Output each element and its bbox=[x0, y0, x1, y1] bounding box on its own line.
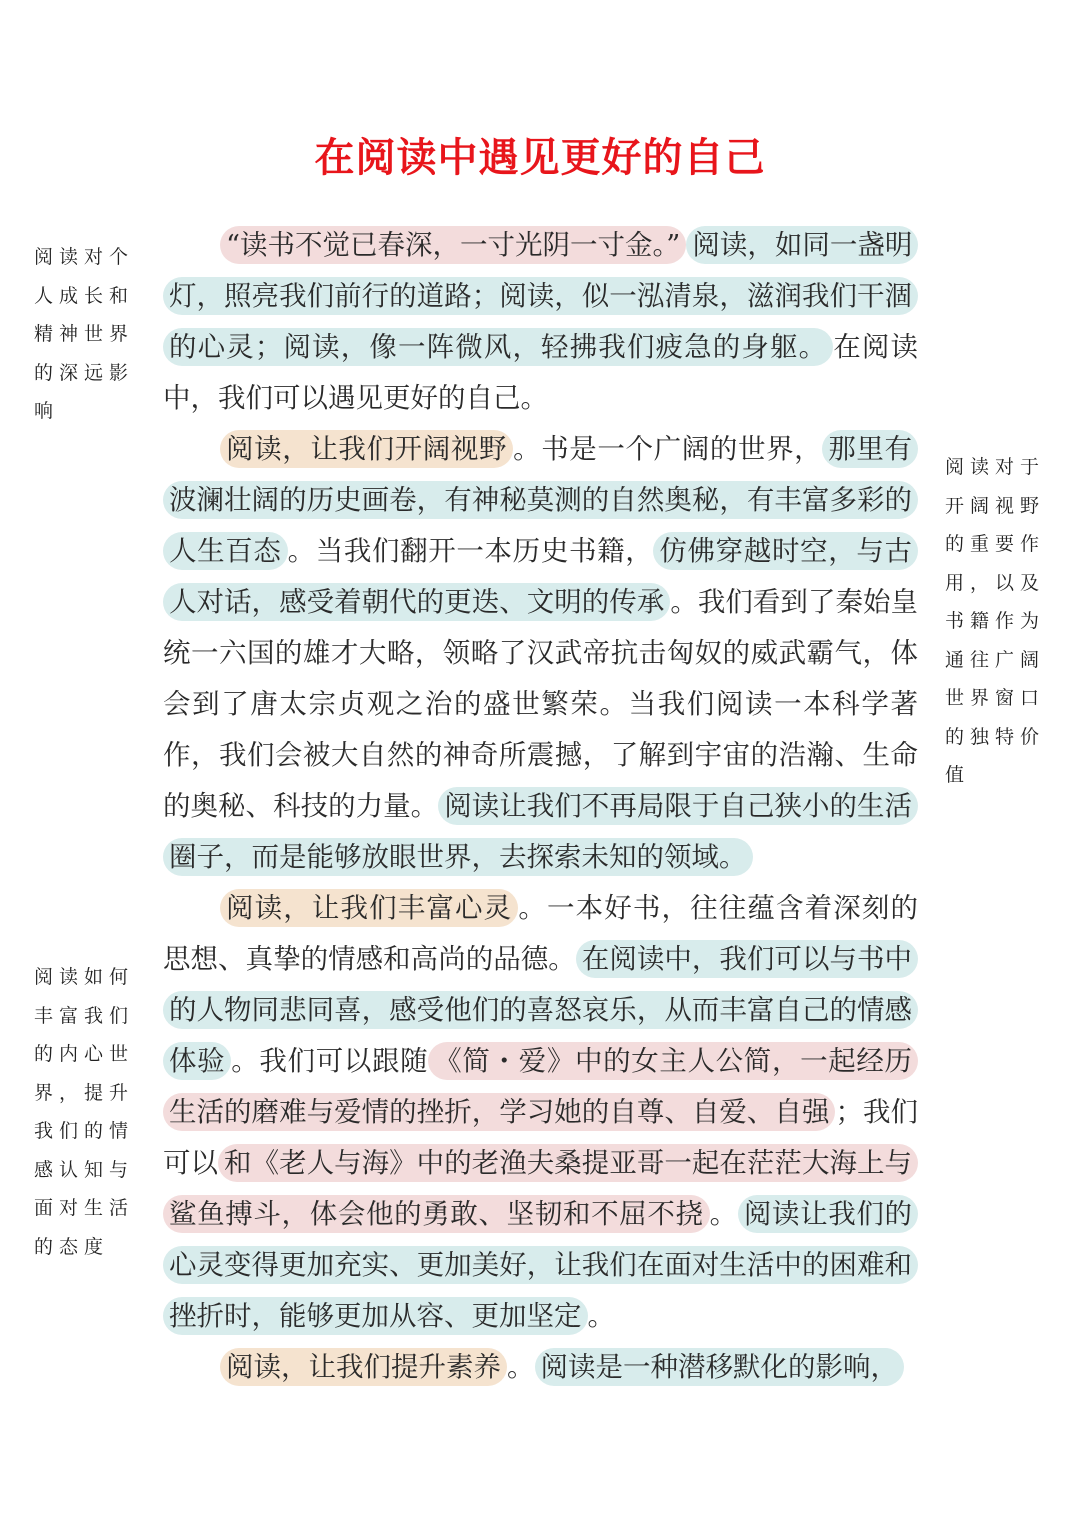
text-segment: 在阅读中，我们可以遇见更好的自己。 bbox=[163, 331, 919, 414]
text-segment: 。一本好书，往往蕴含着深刻的思想、真挚的情感和高尚的品德。 bbox=[163, 892, 919, 975]
text-segment: 。我们可以跟随 bbox=[231, 1045, 429, 1077]
text-segment: 。我们看到了秦始皇统一六国的雄才大略，领略了汉武帝抗击匈奴的威武霸气，体会到了唐太宗贞观之治的盛世繁荣。当我们阅读一本科学著作，我们会被大自然的神奇所震撼，了解到宇宙的浩瀚、生命的奥秘、科技的力量。 bbox=[163, 586, 919, 822]
margin-note-right: 阅读对于开阔视野的重要作用，以及书籍作为通往广阔世界窗口的独特价值 bbox=[945, 456, 1046, 786]
text-segment: 。 bbox=[587, 1300, 615, 1332]
text-highlight: 阅读让我们的心灵变得更加充实、更加美好，让我们在面对生活中的困难和挫折时，能够更加从容、更加坚定 bbox=[163, 1195, 918, 1335]
text-segment: 。 bbox=[507, 1351, 535, 1383]
heading-highlight: 阅读，让我们提升素养 bbox=[220, 1348, 507, 1386]
text-highlight: 在阅读中，我们可以与书中的人物同悲同喜，感受他们的喜怒哀乐，从而丰富自己的情感体验 bbox=[163, 940, 918, 1080]
text-highlight: 阅读是一种潜移默化的影响， bbox=[535, 1348, 905, 1386]
paragraph bbox=[163, 1342, 918, 1393]
paragraph bbox=[163, 424, 918, 883]
text-segment: 。当我们翻开一本历史书籍， bbox=[287, 535, 654, 567]
article-body bbox=[163, 220, 918, 1393]
text-segment: 。 bbox=[709, 1198, 738, 1230]
quote-highlight: 《简・爱》中的女主人公简，一起经历生活的磨难与爱情的挫折，学习她的自尊、自爱、自强 bbox=[163, 1042, 918, 1131]
paragraph bbox=[163, 220, 918, 424]
margin-note-left-top: 阅读对个人成长和精神世界的深远影响 bbox=[34, 246, 135, 422]
margin-note-left-bottom: 阅读如何丰富我们的内心世界，提升我们的情感认知与面对生活的态度 bbox=[34, 966, 135, 1258]
text-highlight: 仿佛穿越时空，与古人对话，感受着朝代的更迭、文明的传承 bbox=[163, 532, 918, 621]
text-highlight: 那里有波澜壮阔的历史画卷，有神秘莫测的自然奥秘，有丰富多彩的人生百态 bbox=[163, 430, 918, 570]
quote-highlight: 和《老人与海》中的老渔夫桑提亚哥一起在茫茫大海上与鲨鱼搏斗，体会他的勇敢、坚韧和不屈不挠 bbox=[163, 1144, 918, 1233]
page-title: 在阅读中遇见更好的自己 bbox=[314, 134, 766, 181]
text-segment: ；我们可以 bbox=[163, 1096, 919, 1179]
text-segment: 。书是一个广阔的世界， bbox=[513, 433, 823, 465]
text-highlight: 阅读让我们不再局限于自己狭小的生活圈子，而是能够放眼世界，去探索未知的领域。 bbox=[163, 787, 918, 876]
paragraph bbox=[163, 883, 918, 1342]
heading-highlight: 阅读，让我们丰富心灵 bbox=[220, 889, 518, 927]
heading-highlight: 阅读，让我们开阔视野 bbox=[220, 430, 513, 468]
text-highlight: 阅读，如同一盏明灯，照亮我们前行的道路；阅读，似一泓清泉，滋润我们干涸的心灵；阅读，像一阵微风，轻拂我们疲急的身躯。 bbox=[163, 226, 918, 366]
quote-highlight: “读书不觉已春深，一寸光阴一寸金。” bbox=[220, 226, 686, 264]
